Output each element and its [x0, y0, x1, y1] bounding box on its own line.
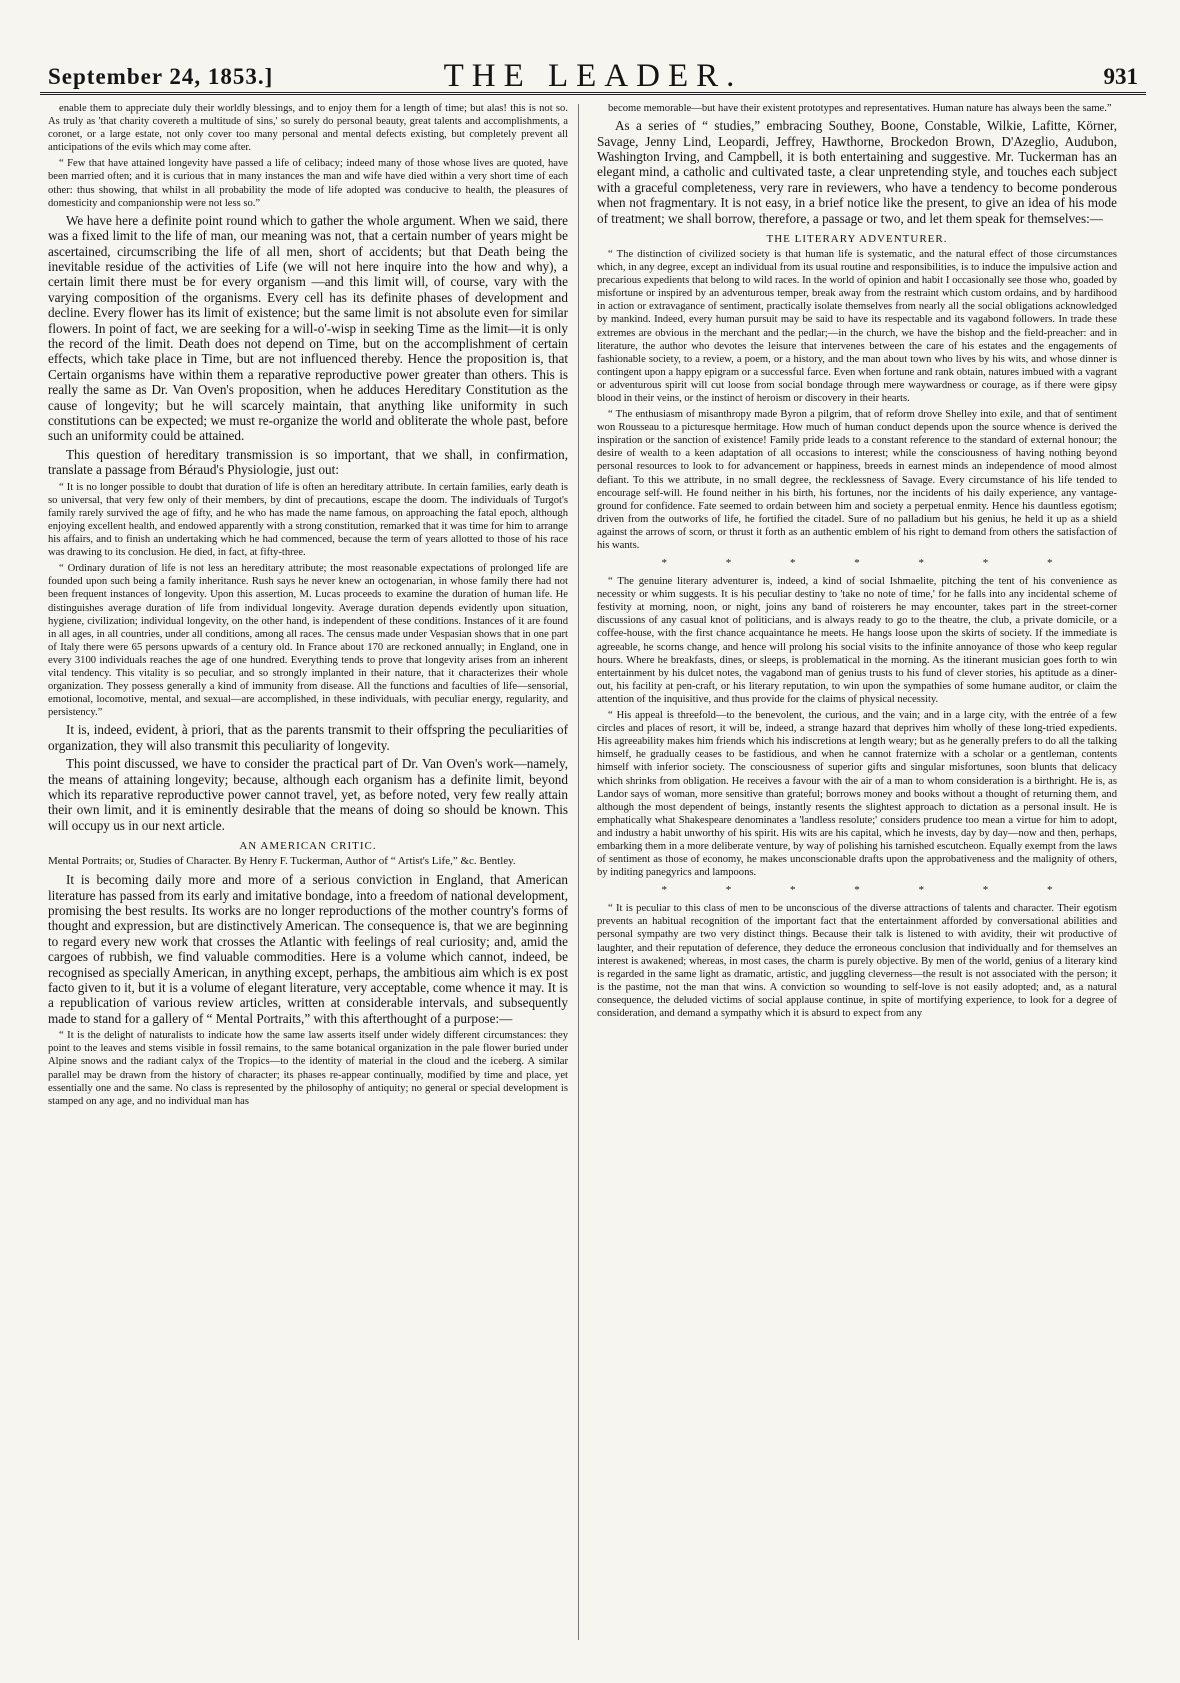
issue-date: September 24, 1853.]	[48, 64, 274, 89]
body-paragraph: It is becoming daily more and more of a serious conviction in England, that American literature has passed from its early and imitative bondage, into a freedom of national development, promising the best results. Its works are no longer reproductions of the mother country's forms of thought and expression, but are distinctively American. The consequence is, that we are beginning to regard every new work that crosses the Atlantic with feelings of real curiosity; and, amid the cargoes of rubbish, we find valuable commodities. Here is a volume which cannot, indeed, be recognised as specially American, in anything except, perhaps, the ambitious aim which is ex post facto given to it, but it is a volume of elegant literature, very acceptable, come whence it may. It is a republication of various review articles, written at considerable intervals, and subsequently made to stand for a gallery of “ Mental Portraits,” with this afterthought of a purpose:—	[48, 872, 568, 1026]
quoted-paragraph: “ Ordinary duration of life is not less an hereditary attribute; the most reasonable expectations of prolonged life are founded upon such being a family inheritance. Rush says he never knew an octogenarian, in whose family there had not been frequent instances of longevity. Upon this assertion, M. Lucas proceeds to examine the duration of human life. He distinguishes average duration of life from individual longevity. Average duration depends evidently upon situation, hygiene, civilization; individual longevity, on the other hand, is independent of these conditions. Instances of it are found in all ages, in all countries, under all conditions, among all races. The census made under Vespasian shows that in one part of Italy there were 65 persons upwards of a century old. In France about 170 are reckoned annually; in England, one in every 3100 individuals reaches the age of one hundred. Everything tends to prove that longevity arises from an inherent vital tendency. This vitality is so peculiar, and so strongly implanted in their nature, that it characterizes their whole organization. They possess generally a kind of immunity from disease. All the functions and faculties of life—sensorial, emotional, locomotive, mental, and sexual—are accomplished, in these individuals, with peculiar energy, regularity, and persistency.”	[48, 563, 568, 719]
section-break-stars: * * * * * * *	[661, 884, 1053, 897]
left-column	[48, 102, 568, 1642]
quoted-paragraph: “ The genuine literary adventurer is, indeed, a kind of social Ishmaelite, pitching the tent of his convenience as necessity or whim suggests. It is his peculiar destiny to 'take no note of time,' for he falls into any incidental scheme of festivity at morning, noon, or night, joins any band of roisterers he may encounter, takes part in the street-corner discussions of any casual knot of politicians, and is always ready to go to the theatre, the club, a private domicile, or a coffee-house, with the first chance acquaintance he meets. He hangs loose upon the skirts of society. If the immediate is agreeable, he scorns change, and hence will prolong his social visits to the infinite annoyance of those who keep regular hours. Where he breakfasts, dines, or sleeps, is problematical in the morning. As the itinerant musician goes forth to win entertainment by his dulcet notes, the vagabond man of genius trusts to his fund of clever stories, his aptitude as a diner-out, his facility at pen-craft, or his literary reputation, to win upon the sympathies of some humane auditor, or claim the attention of the inquisitive, and thus provide for the claims of physical necessity.	[597, 576, 1117, 705]
quoted-paragraph: “ It is the delight of naturalists to indicate how the same law asserts itself under widely different circumstances: they point to the leaves and stems visible in fossil remains, to the same botanical organization in the pale flower buried under Alpine snows and the radiant calyx of the Tropics—to the identity of material in the cloud and the iceberg. A similar parallel may be drawn from the history of character; its phases re-appear continually, modified by time and place, yet essentially one and the same. No class is represented by the philosophy of antiquity; no general or special development is stamped on any age, and no individual man has	[48, 1030, 568, 1107]
sub-heading: THE LITERARY ADVENTURER.	[766, 232, 948, 245]
quoted-paragraph: “ The enthusiasm of misanthropy made Byron a pilgrim, that of reform drove Shelley into exile, and that of sentiment won Rousseau to a picturesque hermitage. How much of human conduct depends upon the source whence is derived the inspiration or the sanction of existence! Family pride leads to a constant reference to the standard of external honour; the desire of wealth to a keen adaptation of all occasions to interest; while the consciousness of having nothing beyond personal resources to look to for advancement or happiness, breeds in earnest minds an independence of mood almost defiant. To this we attribute, in no small degree, the recklessness of Savage. Every circumstance of his life tended to encourage self-will. He found neither in his birth, his fortunes, nor the incidents of his daily experience, any vantage-ground for confidence. Fate seemed to ordain between him and society a perpetual enmity. Hence his dauntless egotism; driven from the outworks of life, he fortified the citadel. Sure of no palladium but his genius, he held it up as a shield against the arrows of scorn, or thrust it forth as an authentic emblem of his right to demand from others the satisfaction of his wants.	[597, 409, 1117, 551]
column-divider	[578, 104, 579, 1640]
quoted-paragraph: “ Few that have attained longevity have passed a life of celibacy; indeed many of those whose lives are quoted, have been married often; and it is curious that in many instances the man and wife have died within a very short time of each other: thus showing, that whilst in all probability the mode of life adopted was conducive to health, the pleasures of domesticity and companionship were not less so.”	[48, 158, 568, 209]
right-column	[597, 102, 1117, 1642]
body-paragraph: We have here a definite point round which to gather the whole argument. When we said, there was a fixed limit to the life of man, our meaning was not, that a certain number of years might be ascertained, circumscribing the life of all men, short of accidents; but that Death being the inevitable residue of the activities of Life (we will not here inquire into the how and why), a certain limit there must be for every organism —and this limit will, of course, vary with the varying composition of the organisms. Every cell has its definite phases of development and decline. Every flower has its limit of existence; but the same limit is not absolute even for similar flowers. In point of fact, we are seeking for a will-o'-wisp in seeking Time as the limit—it is only the record of the limit. Death does not depend on Time, but on the accomplishment of certain effects, which take place in Time, but are not influenced thereby. Hence the proposition is, that Certain organisms have within them a reparative reproductive power greater than others. This is really the same as Dr. Van Oven's proposition, when he adduces Hereditary Constitution as the cause of longevity; but he will scarcely maintain, that anything like uniformity in such constitutions can be expected; we must re-organize the world and obliterate the whole past, before such an uniformity could be attained.	[48, 212, 568, 444]
section-break-stars: * * * * * * *	[661, 557, 1053, 570]
body-paragraph: As a series of “ studies,” embracing Southey, Boone, Constable, Wilkie, Lafitte, Körner, Savage, Jenny Lind, Leopardi, Jeffrey, Hawthorne, Brockedon Brown, D'Azeglio, Audubon, Washington Irving, and Campbell, it is both entertaining and suggestive. Mr. Tuckerman has an elegant mind, a catholic and cultivated taste, a clear unpretending style, and touches each subject with a graceful completeness, very rare in reviewers, who have a tendency to become ponderous when not fragmentary. It is not easy, in a brief notice like the present, to give an idea of his mode of treatment; we shall borrow, therefore, a passage or two, and let them speak for themselves:—	[597, 118, 1117, 226]
newspaper-title: THE LEADER.	[443, 58, 743, 94]
section-heading: AN AMERICAN CRITIC.	[239, 840, 377, 853]
book-citation: Mental Portraits; or, Studies of Character. By Henry F. Tuckerman, Author of “ Artist's Life,” &c. Bentley.	[48, 855, 516, 868]
body-paragraph: This question of hereditary transmission is so important, that we shall, in confirmation, translate a passage from Béraud's Physiologie, just out:	[48, 446, 568, 478]
quoted-paragraph: “ It is peculiar to this class of men to be unconscious of the diverse attractions of talents and character. Their egotism prevents an habitual recognition of the important fact that the entertainment afforded by conversational abilities and personal sympathy are two very distinct things. Because their talk is listened to with avidity, their wit productive of laughter, and their reputation of deference, they deduce the erroneous conclusion that individually and for themselves an interest is awakened; whereas, in most cases, the charm is purely objective. By men of the world, genius of a literary kind is regarded in the same light as dramatic, artistic, and juggling cleverness—the result is not associated with the person; it is the pastime, not the man that wins. A conviction so wounding to self-love is not easily adopted; and, as a natural consequence, the deluded victims of social applause continue, in spite of mortifying experience, to look for a degree of consideration, and demand a sympathy which it is absurd to expect from any	[597, 903, 1117, 1019]
quoted-paragraph: “ It is no longer possible to doubt that duration of life is often an hereditary attribute. In certain families, early death is so universal, that very few only of their members, by dint of precautions, escape the doom. The individuals of Turgot's family rarely survived the age of fifty, and he who has made the name famous, on approaching the fatal epoch, although enjoying excellent health, and endowed apparently with a strong constitution, remarked that it was time for him to arrange his affairs, and to finish an undertaking which he had commenced, because the term of years allotted to those of his race was drawing to its conclusion. He died, in fact, at fifty-three.	[48, 481, 568, 559]
page-number: 931	[1103, 64, 1138, 89]
quoted-paragraph: become memorable—but have their existent prototypes and representatives. Human nature has always been the same.”	[608, 103, 1112, 114]
body-paragraph: It is, indeed, evident, à priori, that as the parents transmit to their offspring the peculiarities of organization, they will also transmit this peculiarity of longevity.	[48, 722, 568, 753]
paragraph: enable them to appreciate duly their worldly blessings, and to enjoy them for a length of time; but alas! this is not so. As truly as 'that charity covereth a multitude of sins,' so surely do personal beauty, great talents and accomplishments, a coronet, or a large estate, not only cover too many personal and mental defects existing, but completely prevent all anticipations of the evils which may come after.	[48, 103, 568, 154]
masthead	[40, 44, 1146, 95]
quoted-paragraph: “ The distinction of civilized society is that human life is systematic, and the natural effect of those circumstances which, in any degree, except an individual from its usual routine and responsibilities, is to induce the impulsive action and precarious expedients that belong to wild races. In the world of opinion and habit I occasionally see those who, goaded by misfortune or inspired by an adventurous temper, break away from the restraint which custom ordains, and by hardihood in action or extravagance of sentiment, practically isolate themselves from nearly all the social obligations acknowledged by mankind. Indeed, every human pursuit may be said to have its respectable and its vagabond followers. In trade these extremes are obvious in the merchant and the pedlar;—in the church, we have the bishop and the field-preacher: and in literature, the author who devotes the leisure that intervenes between the care of his estates and the engagements of fashionable society, to a review, a poem, or a history, and the man about town who lives by his wits, and whose dinner is contingent upon a happy epigram or a successful farce. Even when fortune and rank obtain, natures imbued with a vagrant or adventurous spirit will cut loose from social bondage through mere waywardness or courage, as if there were gipsy blood in their veins, or the instinct of heroism or discovery in their hearts.	[597, 248, 1117, 404]
body-paragraph: This point discussed, we have to consider the practical part of Dr. Van Oven's work—namely, the means of attaining longevity; because, although each organism has a definite limit, beyond which its reparative reproductive power cannot travel, yet, as before noted, very few really attain their own limit, and it is eminently desirable that the means of doing so should be known. This will occupy us in our next article.	[48, 756, 568, 833]
quoted-paragraph: “ His appeal is threefold—to the benevolent, the curious, and the vain; and in a large city, with the entrée of a few circles and places of resort, it will be, indeed, a strange hazard that deprives him wholly of these long-tried expedients. His agreeability makes him friends which his indiscretions at length weary; but as he generally prefers to do all the talking himself, he gradually ceases to be fastidious, and when he cannot fraternize with a scholar or a gentleman, contents himself with inferior society. The consciousness of superior gifts and singular misfortunes, soon blunts that delicacy which shrinks from obligation. He receives a favour with the air of a man to whom consideration is a birthright. He is, as Landor says of woman, more sensitive than grateful; borrows money and books without a thought of returning them, and although the most dependent of beings, instantly resents the slightest approach to dictation as a personal insult. He is emphatically what Shakespeare denominates a 'landless resolute;' considers prudence too mean a virtue for him to adopt, and industry a habit unworthy of his spirit. His wits are his capital, which he invests, day by day—now and then, perhaps, embarking them in a more deliberate venture, by way of polishing his tarnished escutcheon. Equally exempt from the laws of sentiment as those of economy, he makes unconscionable drafts upon the approbativeness and the malignity of others, by inditing panegyrics and lampoons.	[597, 710, 1117, 879]
